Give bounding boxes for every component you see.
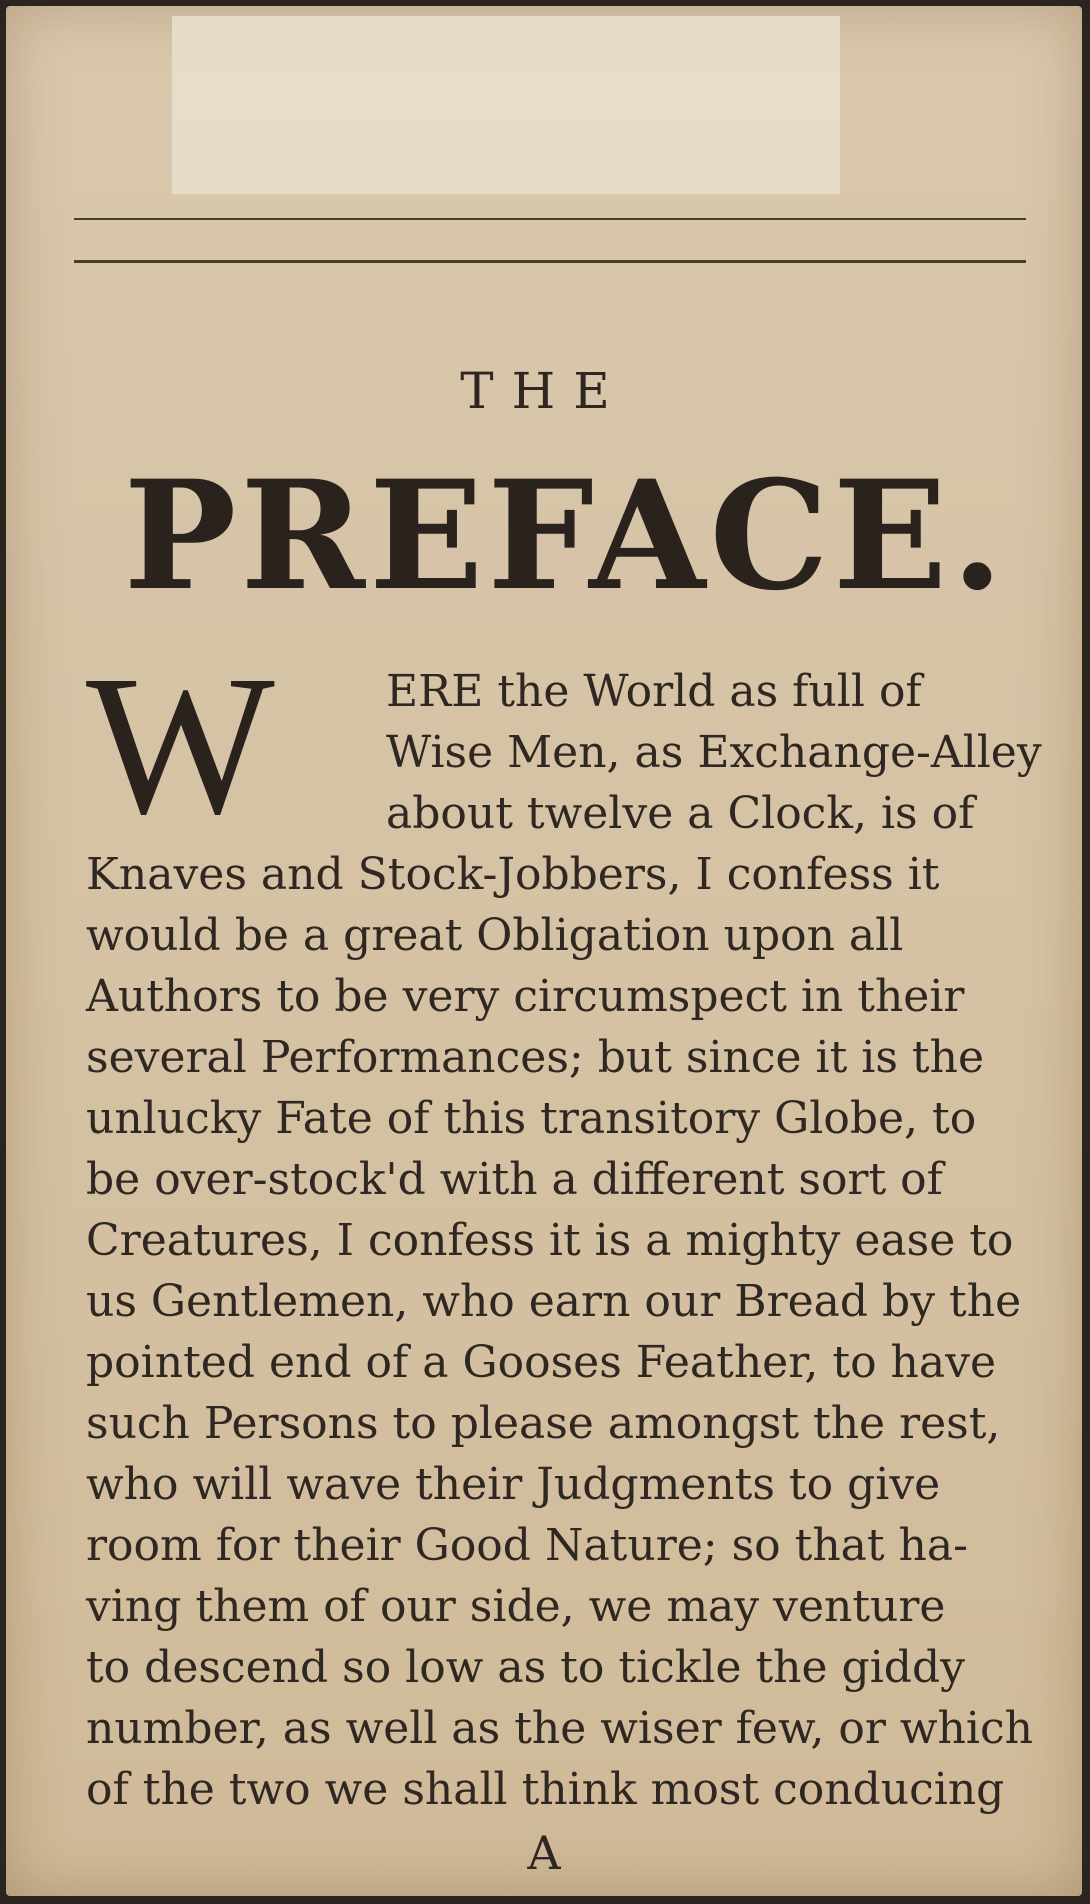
text-line: such Persons to please amongst the rest, — [86, 1398, 1001, 1449]
text-line: pointed end of a Gooses Feather, to have — [86, 1337, 997, 1388]
text-line: unlucky Fate of this transitory Globe, to — [86, 1093, 977, 1144]
text-line: room for their Good Nature; so that ha- — [86, 1520, 968, 1571]
second-rule — [74, 260, 1026, 263]
text-line: who will wave their Judgments to give — [86, 1459, 941, 1510]
text-line: Creatures, I confess it is a mighty ease to — [86, 1215, 1014, 1266]
text-line: several Performances; but since it is the — [86, 1032, 984, 1083]
signature-mark: A — [527, 1826, 561, 1880]
text-line: would be a great Obligation upon all — [86, 910, 904, 961]
heading-the: THE — [460, 362, 628, 420]
text-line: Authors to be very circumspect in their — [86, 971, 965, 1022]
drop-cap: W — [86, 635, 275, 856]
text-line: Wise Men, as Exchange-Alley — [386, 727, 1042, 778]
text-line: of the two we shall think most conducing — [86, 1764, 1005, 1815]
text-line: ERE the World as full of — [386, 666, 922, 717]
page-title: PREFACE. — [123, 448, 1008, 624]
text-line: be over-stock'd with a different sort of — [86, 1154, 943, 1205]
paper-label-patch — [172, 16, 840, 194]
text-line: to descend so low as to tickle the giddy — [86, 1642, 965, 1693]
text-line: about twelve a Clock, is of — [386, 788, 975, 839]
text-line: ving them of our side, we may venture — [86, 1581, 946, 1632]
book-page — [6, 6, 1082, 1896]
text-line: number, as well as the wiser few, or which — [86, 1703, 1033, 1754]
text-line: Knaves and Stock-Jobbers, I confess it — [86, 849, 940, 900]
text-line: us Gentlemen, who earn our Bread by the — [86, 1276, 1022, 1327]
top-rule — [74, 218, 1026, 220]
preface-body — [86, 635, 1076, 1820]
